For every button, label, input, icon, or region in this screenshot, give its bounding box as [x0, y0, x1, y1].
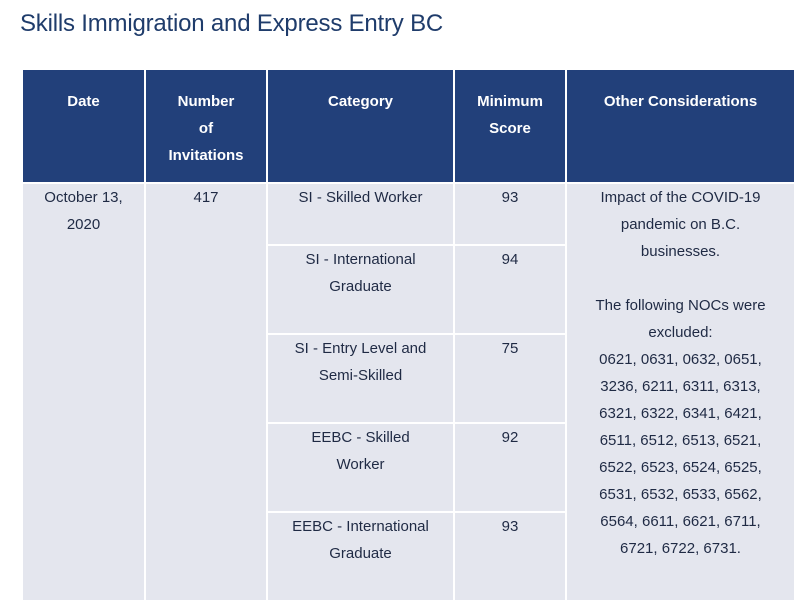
noc-list-line6: 6531, 6532, 6533, 6562,	[599, 486, 762, 503]
score-cell	[454, 423, 566, 512]
header-invitations-line1: Number	[177, 93, 235, 110]
score-cell	[454, 334, 566, 423]
table-row	[22, 183, 795, 245]
noc-list-line4: 6511, 6512, 6513, 6521,	[599, 432, 762, 449]
category-cell	[267, 512, 454, 601]
draws-table	[21, 68, 796, 602]
score-cell	[454, 183, 566, 245]
header-score-line1: Minimum	[477, 93, 543, 110]
category-line2: Semi-Skilled	[318, 367, 403, 384]
header-date	[22, 69, 145, 183]
header-category-label: Category	[327, 93, 394, 110]
header-category	[267, 69, 454, 183]
header-considerations	[566, 69, 795, 183]
considerations-cell	[566, 183, 795, 601]
considerations-spacer	[567, 265, 794, 292]
category-cell	[267, 423, 454, 512]
considerations-line1: Impact of the COVID-19	[600, 189, 761, 206]
category-line1: SI - Entry Level and	[294, 340, 427, 357]
category-line2: Graduate	[329, 278, 392, 295]
considerations-line5: excluded:	[648, 324, 713, 341]
page-title: Skills Immigration and Express Entry BC	[20, 10, 444, 37]
score-value: 94	[501, 251, 519, 268]
noc-list-line1: 0621, 0631, 0632, 0651,	[599, 351, 762, 368]
score-cell	[454, 245, 566, 334]
category-cell	[267, 183, 454, 245]
date-line1: October 13,	[44, 189, 123, 206]
considerations-line2: pandemic on B.C.	[620, 216, 741, 233]
category-line1: EEBC - Skilled	[311, 429, 410, 446]
date-cell	[22, 183, 145, 601]
category-line1: EEBC - International	[292, 518, 429, 535]
score-value: 92	[501, 429, 519, 446]
header-invitations-line2: of	[198, 120, 214, 137]
noc-list-line3: 6321, 6322, 6341, 6421,	[599, 405, 762, 422]
noc-list-line8: 6721, 6722, 6731.	[620, 540, 741, 557]
header-score-line2: Score	[489, 120, 531, 137]
header-considerations-label: Other Considerations	[603, 93, 758, 110]
noc-list-line2: 3236, 6211, 6311, 6313,	[600, 378, 761, 395]
score-value: 93	[501, 189, 519, 206]
header-score	[454, 69, 566, 183]
noc-list-line7: 6564, 6611, 6621, 6711,	[600, 513, 761, 530]
header-date-label: Date	[67, 93, 100, 110]
category-line2: Worker	[336, 456, 385, 473]
invitations-cell	[145, 183, 267, 601]
score-value: 75	[501, 340, 519, 357]
score-value: 93	[501, 518, 519, 535]
header-invitations-line3: Invitations	[168, 147, 244, 164]
header-invitations	[145, 69, 267, 183]
header-row	[22, 69, 795, 183]
considerations-line3: businesses.	[640, 243, 721, 260]
category-line1: SI - Skilled Worker	[298, 189, 423, 206]
score-cell	[454, 512, 566, 601]
category-line2: Graduate	[329, 545, 392, 562]
noc-list-line5: 6522, 6523, 6524, 6525,	[599, 459, 762, 476]
category-cell	[267, 245, 454, 334]
considerations-line4: The following NOCs were	[595, 297, 766, 314]
date-line2: 2020	[66, 216, 101, 233]
invitations-value: 417	[193, 189, 219, 206]
category-line1: SI - International	[305, 251, 416, 268]
category-cell	[267, 334, 454, 423]
